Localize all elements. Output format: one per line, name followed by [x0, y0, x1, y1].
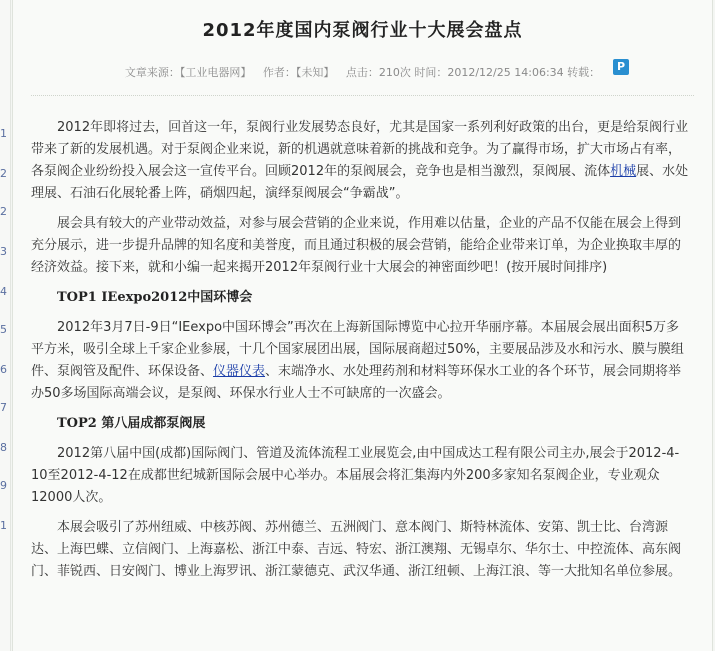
paragraph-top1: 2012年3月7日-9日“IEexpo中国环博会”再次在上海新国际博览中心拉开华丽序幕。本届展会展出面积5万多平方米，吸引全球上千家企业参展，十几个国家展团出展，国际展商超过50%，主要展品涉及水和污水、膜与膜组件、泵阀管及配件、环保设备、仪器仪表、末端净水、水处理药剂和材料等环保水工业的各个环节，展会同期将举办50多场国际高端会议，是泵阀、环保水行业人士不可缺席的一次盛会。 — [31, 320, 684, 401]
side-char: 3 — [0, 245, 7, 258]
source-link[interactable]: 【工业电器网】 — [179, 66, 252, 79]
side-char: 5 — [0, 323, 7, 336]
source-label: 文章来源： — [124, 66, 180, 79]
heading-top1: TOP1 IEexpo2012中国环博会 — [57, 290, 253, 305]
repost-label: 转载： — [567, 66, 601, 79]
left-sidebar-strip — [0, 0, 11, 651]
article-frame — [12, 0, 713, 651]
instruments-link[interactable]: 仪器仪表 — [213, 364, 266, 379]
side-char: 2 — [0, 167, 7, 180]
author-value: 【未知】 — [295, 66, 335, 79]
paragraph-value: 展会具有较大的产业带动效益，对参与展会营销的企业来说，作用难以估量，企业的产品不仅能在展会上得到充分展示，进一步提升品牌的知名度和美誉度，而且通过积极的展会营销，能给企业带来订单，为企业换取丰厚的经济效益。接下来，就和小编一起来揭开2012年泵阀行业十大展会的神密面纱吧！(按开展时间排序) — [31, 216, 682, 275]
article-meta — [13, 64, 712, 80]
paragraph-exhibitors: 本展会吸引了苏州纽威、中核苏阀、苏州德兰、五洲阀门、意本阀门、斯特林流体、安第、凯士比、台湾源达、上海巴蝶、立信阀门、上海嘉松、浙江中泰、吉远、特宏、浙江澳翔、无锡卓尔、华尔士、中控流体、高东阀门、菲锐西、日安阀门、博业上海罗讯、浙江蒙德克、武汉华通、浙江纽顿、上海江浪、等一大批知名单位参展。 — [31, 520, 682, 579]
side-char: 9 — [0, 479, 7, 492]
side-char: 6 — [0, 363, 7, 376]
side-char: 1 — [0, 519, 7, 532]
side-char: 2 — [0, 205, 7, 218]
article-title: 2012年度国内泵阀行业十大展会盘点 — [202, 20, 523, 41]
heading-top2: TOP2 第八届成都泵阀展 — [57, 416, 206, 431]
clicks-value: 210次 — [378, 66, 411, 79]
author-label: 作者： — [262, 66, 296, 79]
side-char: 4 — [0, 285, 7, 298]
time-label: 时间： — [414, 66, 448, 79]
side-char: 8 — [0, 441, 7, 454]
paragraph-intro: 2012年即将过去，回首这一年，泵阀行业发展势态良好，尤其是国家一系列利好政策的出台，更是给泵阀行业带来了新的发展机遇。对于泵阀企业来说，新的机遇就意味着新的挑战和竞争。为了赢得市场，扩大市场占有率，各泵阀企业纷纷投入展会这一宣传平台。回顾2012年的泵阀展会，竞争也是相当激烈，泵阀展、流体机械展、水处理展、石油石化展轮番上阵，硝烟四起，演绎泵阀展会“争霸战”。 — [31, 120, 689, 201]
paragraph-top2: 2012第八届中国(成都)国际阀门、管道及流体流程工业展览会,由中国成达工程有限公司主办,展会于2012-4-10至2012-4-12在成都世纪城新国际会展中心举办。本届展会将汇集海内外200多家知名泵阀企业，专业观众12000人次。 — [31, 446, 680, 505]
machinery-link[interactable]: 机械 — [610, 164, 637, 179]
share-icon[interactable]: P — [613, 59, 629, 75]
time-value: 2012/12/25 14:06:34 — [447, 66, 564, 79]
clicks-label: 点击： — [345, 66, 379, 79]
article-body — [31, 117, 691, 583]
side-char: 1 — [0, 127, 7, 140]
side-char: 7 — [0, 401, 7, 414]
meta-divider — [31, 95, 694, 96]
